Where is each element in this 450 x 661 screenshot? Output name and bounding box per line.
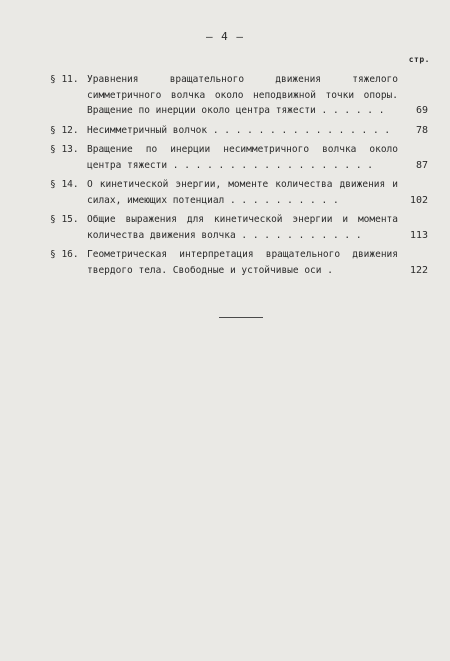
toc-entry-12 [50, 123, 428, 139]
page-reference: 78 [415, 124, 428, 136]
section-title: Общие выражения для кинетической энергии и момента количества движения волчка . . . . . . . . . . . [87, 214, 398, 241]
section-number: § 12. [50, 124, 79, 136]
section-title: Вращение по инерции несимметричного волчка около центра тяжести . . . . . . . . . . . . . . . . . . [87, 144, 398, 171]
page-column-label: стр. [408, 55, 430, 64]
toc-entry-16 [50, 247, 428, 278]
page-reference: 102 [409, 194, 428, 206]
page-reference: 122 [409, 264, 428, 276]
page-reference: 69 [415, 105, 428, 116]
section-number: § 16. [50, 249, 79, 260]
section-title: Несимметричный волчок . . . . . . . . . . . . . . . . [87, 124, 391, 136]
section-title: Геометрическая интерпретация вращательного движения твердого тела. Свободные и устойчивые оси . [87, 249, 398, 276]
toc-entry-13 [50, 142, 428, 173]
section-number: § 15. [50, 214, 79, 225]
section-number: § 13. [50, 144, 79, 155]
section-title: Уравнения вращательного движения тяжелого симметричного волчка около неподвижной точки опоры. Вращение по инерции около центра тяжести . . . . . . [87, 74, 398, 116]
table-of-contents [50, 72, 428, 282]
section-number: § 14. [50, 179, 79, 190]
page-number: — 4 — [205, 30, 245, 43]
section-number: § 11. [50, 74, 79, 85]
toc-entry-15 [50, 212, 428, 243]
toc-entry-11 [50, 72, 428, 119]
toc-entry-14 [50, 177, 428, 208]
section-divider [219, 317, 263, 318]
page-reference: 87 [415, 159, 428, 171]
section-title: О кинетической энергии, моменте количества движения и силах, имеющих потенциал . . . . . . . . . . [87, 179, 398, 206]
page-reference: 113 [409, 229, 428, 241]
